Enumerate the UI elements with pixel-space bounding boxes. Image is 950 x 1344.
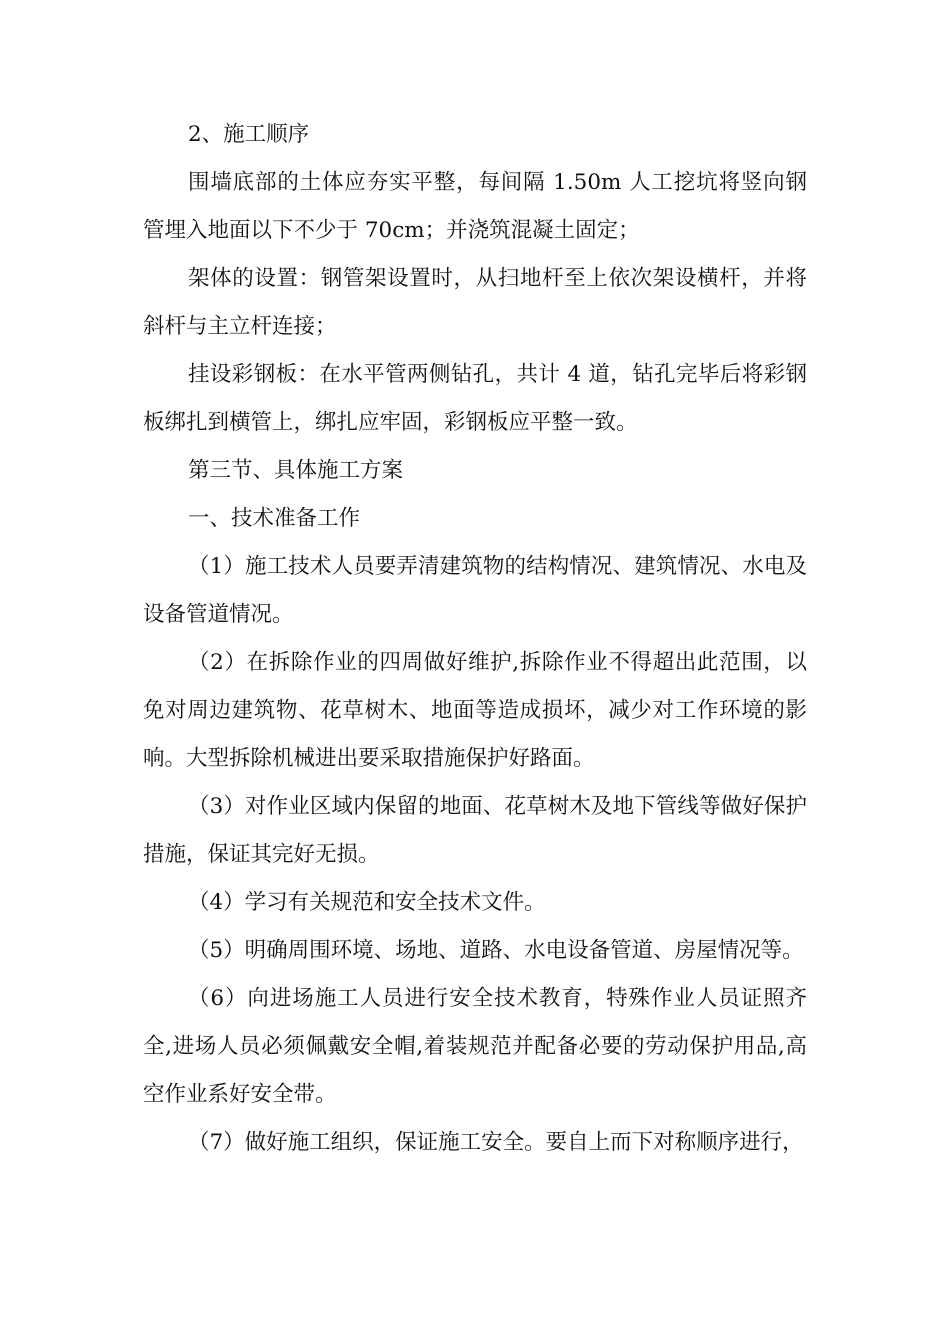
paragraph-steel-panel-mounting: 挂设彩钢板：在水平管两侧钻孔，共计 4 道，钻孔完毕后将彩钢板绑扎到横管上，绑扎应牢固，彩钢板应平整一致。 — [143, 362, 807, 435]
section-heading-construction-sequence: 2、施工顺序 — [188, 122, 310, 147]
paragraph-frame-setup: 架体的设置：钢管架设置时，从扫地杆至上依次架设横杆，并将斜杆与主立杆连接； — [143, 266, 807, 339]
list-item-1: （1）施工技术人员要弄清建筑物的结构情况、建筑情况、水电及设备管道情况。 — [143, 554, 807, 627]
section-heading-technical-preparation: 一、技术准备工作 — [188, 506, 361, 531]
list-item-3: （3）对作业区域内保留的地面、花草树木及地下管线等做好保护措施，保证其完好无损。 — [143, 794, 807, 867]
section-heading-section-three: 第三节、具体施工方案 — [188, 458, 404, 483]
list-item-7: （7）做好施工组织，保证施工安全。要自上而下对称顺序进行， — [188, 1130, 804, 1155]
list-item-5: （5）明确周围环境、场地、道路、水电设备管道、房屋情况等。 — [188, 938, 804, 963]
document-body — [143, 111, 807, 1167]
list-item-4: （4）学习有关规范和安全技术文件。 — [188, 890, 546, 915]
list-item-6: （6）向进场施工人员进行安全技术教育，特殊作业人员证照齐全,进场人员必须佩戴安全帽,着装规范并配备必要的劳动保护用品,高空作业系好安全带。 — [143, 986, 807, 1107]
paragraph-wall-foundation: 围墙底部的土体应夯实平整，每间隔 1.50m 人工挖坑将竖向钢管埋入地面以下不少于 70cm；并浇筑混凝土固定； — [143, 170, 807, 243]
list-item-2: （2）在拆除作业的四周做好维护,拆除作业不得超出此范围，以免对周边建筑物、花草树木、地面等造成损坏，减少对工作环境的影响。大型拆除机械进出要采取措施保护好路面。 — [143, 650, 807, 771]
